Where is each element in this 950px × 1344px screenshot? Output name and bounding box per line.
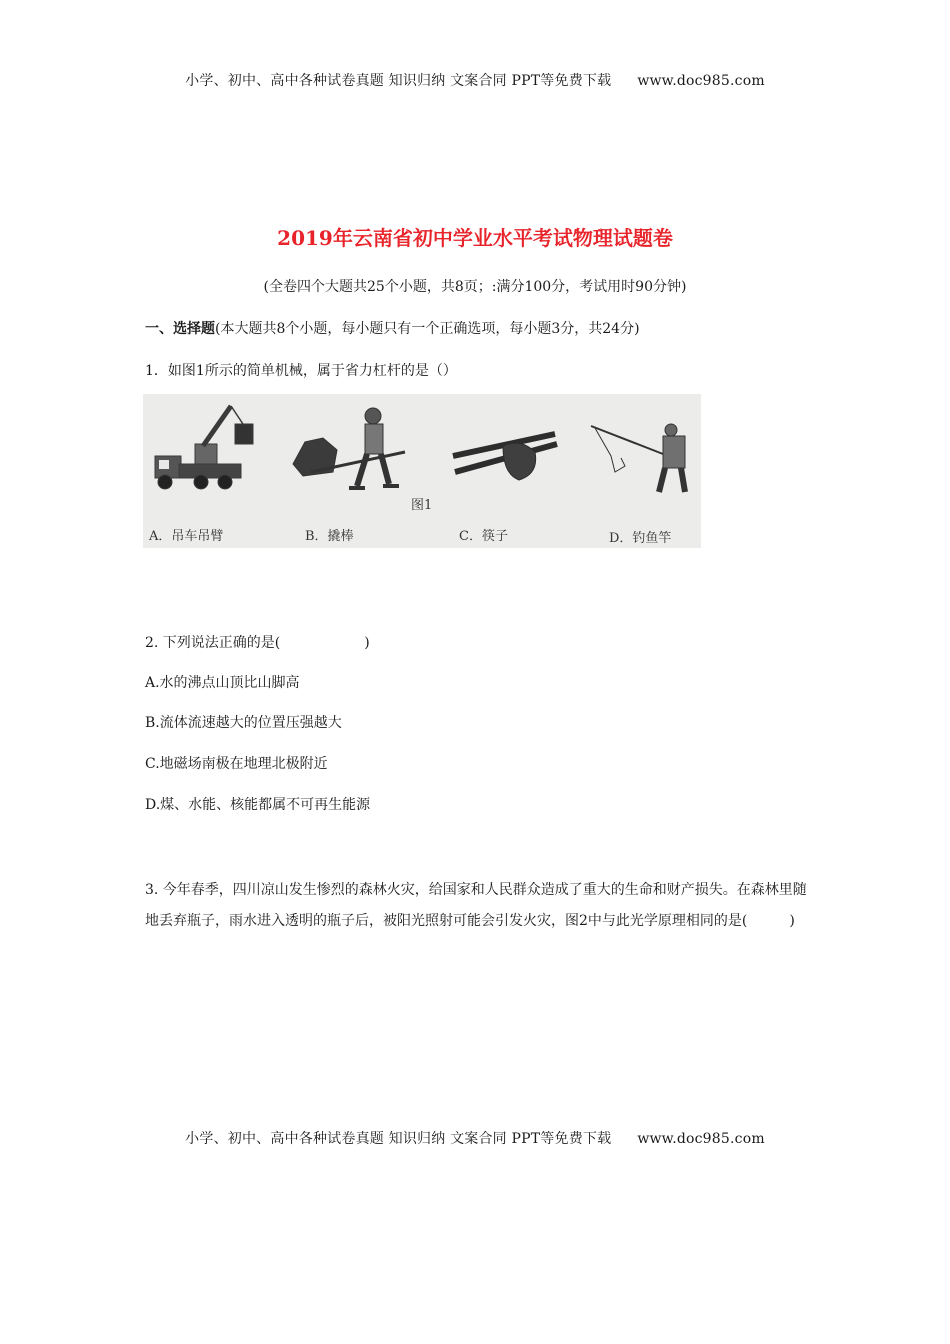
header-text: 小学、初中、高中各种试卷真题 知识归纳 文案合同 PPT等免费下载 [185,73,612,89]
figure-1-option-a: A．吊车吊臂 [149,529,224,544]
header-url[interactable]: www.doc985.com [637,73,765,89]
fishing-rod-illustration [591,424,685,492]
section-description: (本大题共8个小题，每小题只有一个正确选项，每小题3分，共24分) [215,321,640,337]
section-title: 一、选择题 [145,321,215,337]
footer-url[interactable]: www.doc985.com [637,1131,765,1147]
chopsticks-illustration [453,434,557,480]
question-2-option-b: B.流体流速越大的位置压强越大 [145,715,342,731]
figure-1 [143,394,701,548]
question-2: 2. 下列说法正确的是( ) [145,635,370,651]
exam-subtitle: (全卷四个大题共25个小题，共8页；:满分100分，考试用时90分钟) [263,279,687,295]
page-footer [0,1128,950,1148]
figure-1-option-b: B．撬棒 [305,529,354,544]
crane-truck-illustration [155,406,253,489]
section-heading [145,318,640,338]
figure-1-option-c: C．筷子 [459,529,508,544]
page-title: 2019年云南省初中学业水平考试物理试题卷 [277,226,673,250]
crowbar-illustration [293,408,405,488]
question-1: 1．如图1所示的简单机械，属于省力杠杆的是（） [145,363,457,379]
figure-1-caption: 图1 [411,498,433,513]
figure-1-option-d: D．钓鱼竿 [609,531,672,546]
question-2-option-c: C.地磁场南极在地理北极附近 [145,756,328,772]
footer-text: 小学、初中、高中各种试卷真题 知识归纳 文案合同 PPT等免费下载 [185,1131,612,1147]
page-header [0,70,950,90]
question-2-option-d: D.煤、水能、核能都属不可再生能源 [145,797,371,813]
figure-1-illustrations [143,394,701,548]
question-2-option-a: A.水的沸点山顶比山脚高 [145,675,300,691]
question-3: 3. 今年春季，四川凉山发生惨烈的森林火灾，给国家和人民群众造成了重大的生命和财产损失。在森林里随地丢弃瓶子，雨水进入透明的瓶子后，被阳光照射可能会引发火灾，图2中与此光学原理相同的是( ) [145,882,807,929]
